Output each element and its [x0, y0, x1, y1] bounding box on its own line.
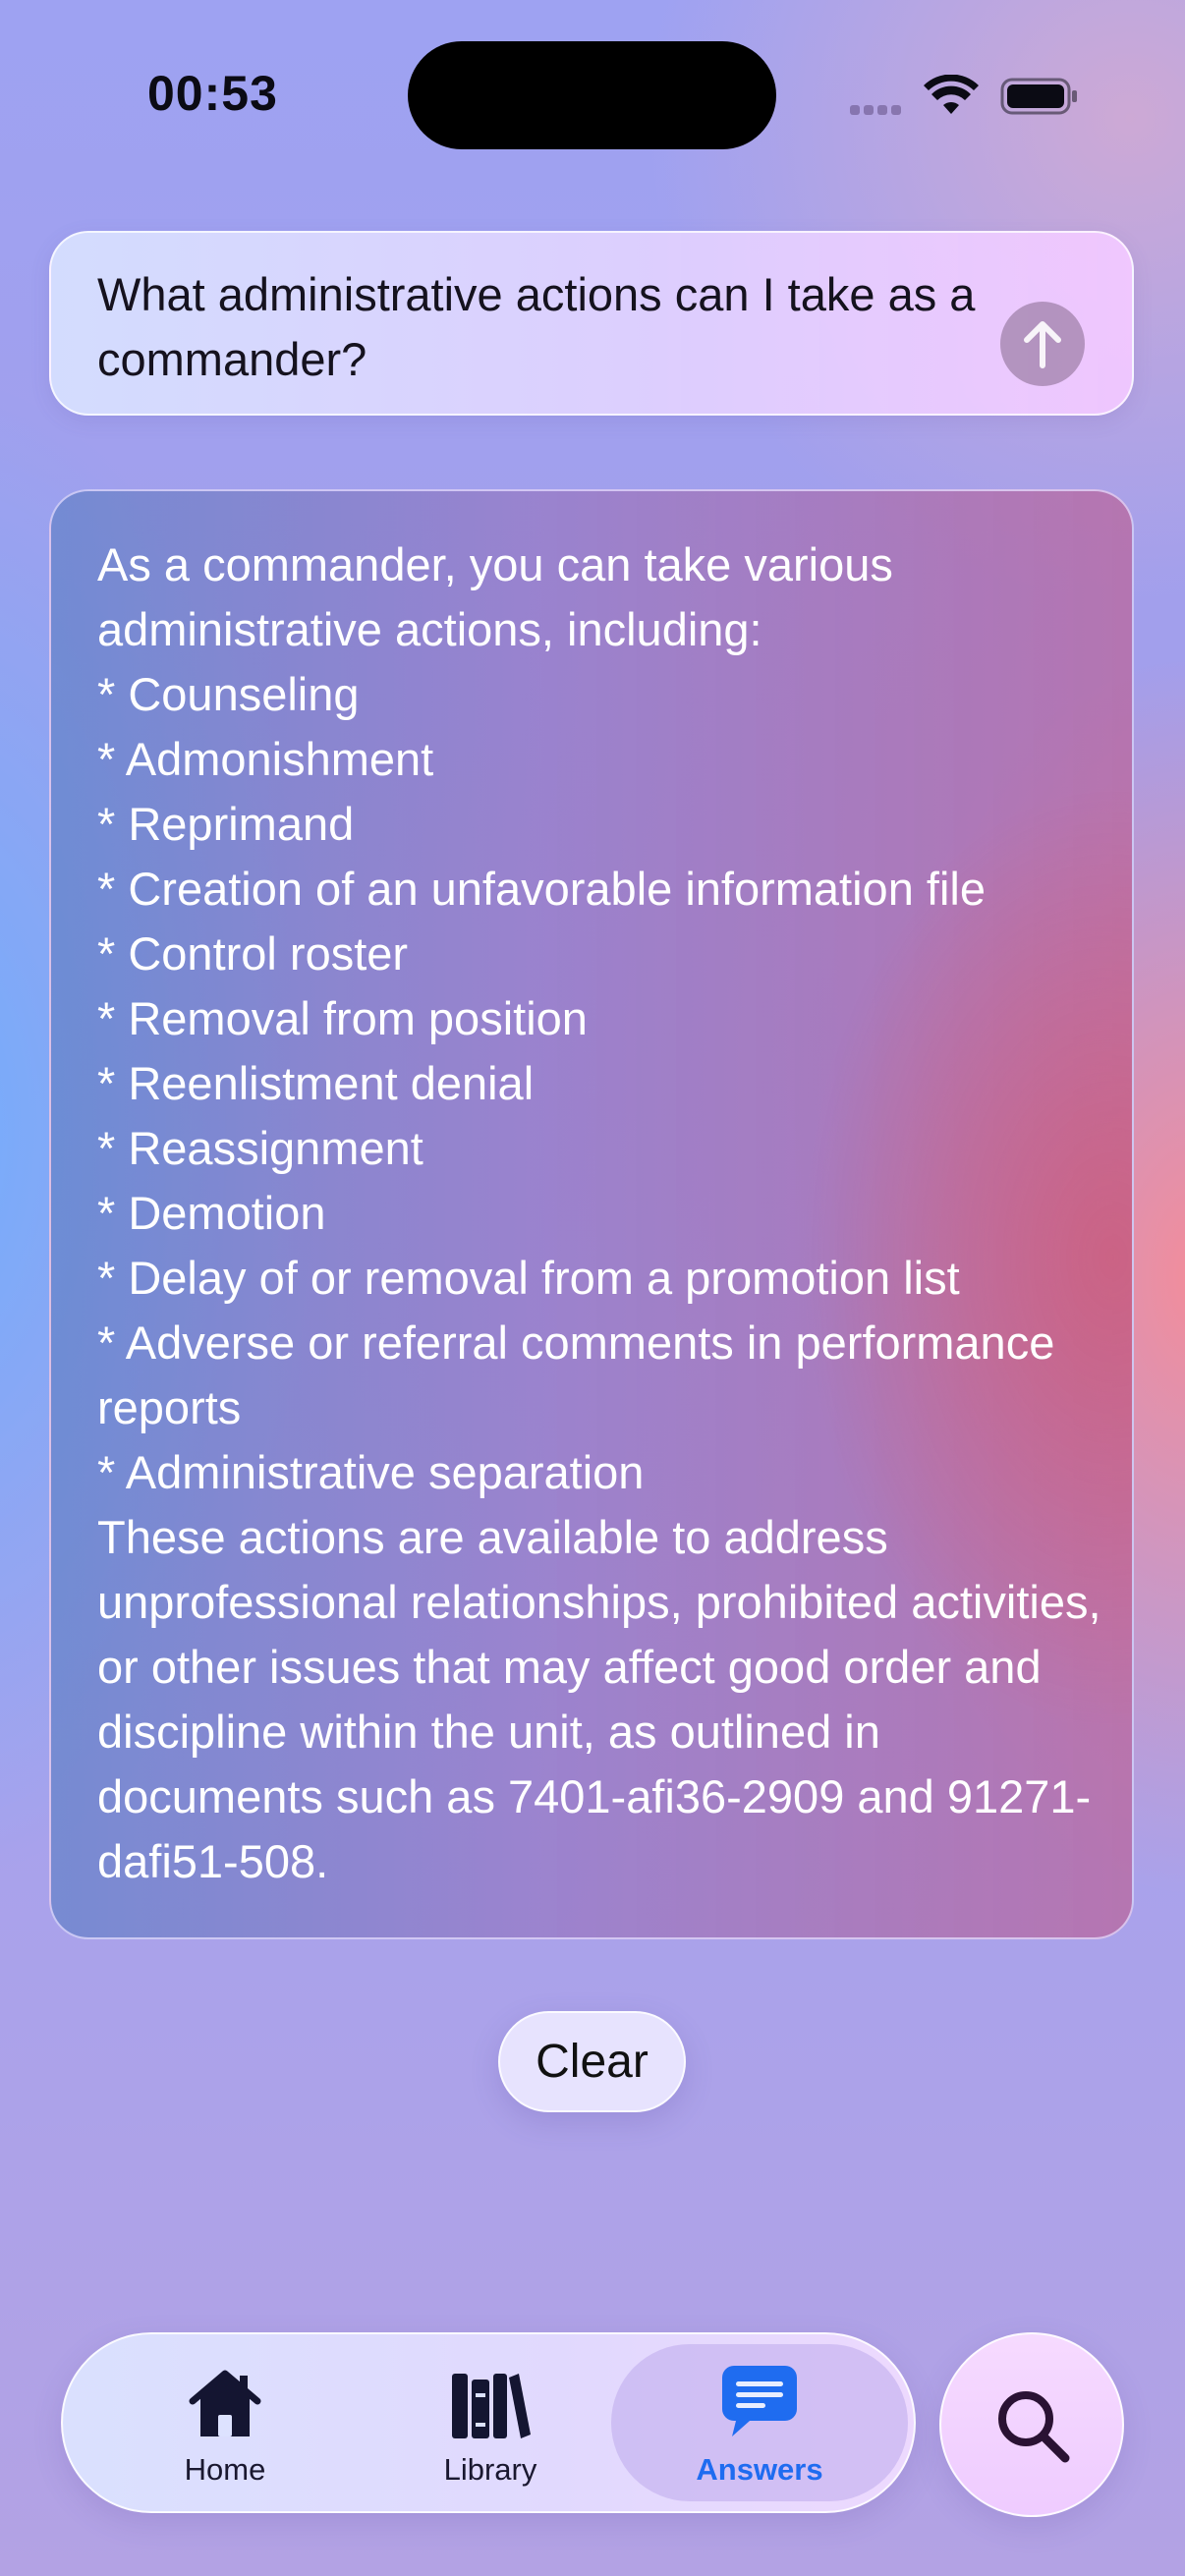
clear-button[interactable]: Clear [498, 2011, 686, 2112]
tab-library[interactable] [387, 2334, 593, 2511]
status-time: 00:53 [147, 66, 278, 121]
answer-box [49, 489, 1134, 1939]
message-bubble-icon [720, 2364, 799, 2438]
dynamic-island [408, 41, 776, 149]
books-icon [448, 2368, 533, 2440]
tab-home-label: Home [184, 2452, 266, 2487]
tab-library-label: Library [443, 2452, 537, 2487]
tab-answers[interactable] [611, 2344, 908, 2501]
query-input-box[interactable] [49, 231, 1134, 416]
query-input[interactable]: What administrative actions can I take as a commander? [97, 268, 976, 385]
tab-bar [61, 2332, 916, 2513]
cellular-signal-icon [850, 102, 905, 120]
status-bar [0, 0, 1185, 196]
search-icon [994, 2387, 1073, 2466]
tab-answers-label: Answers [696, 2452, 823, 2487]
answer-text: As a commander, you can take various administrative actions, including: * Counseling * Admonishment * Reprimand * Creation of an unfavorable information file * Control roster * Removal from position * Reenlistment denial * Reassignment * Demotion * Delay of or removal from a promotion list * Adverse or referral comments in performance reports * Administrative separation These actions are available to address unprofessional relationships, prohibited activities, or other issues that may affect good order and discipline within the unit, as outlined in documents such as 7401-afi36-2909 and 91271-dafi51-508. [97, 538, 1101, 1887]
wifi-icon [924, 75, 979, 118]
tab-home[interactable] [122, 2334, 328, 2511]
battery-icon [1000, 77, 1079, 116]
send-button[interactable] [1000, 302, 1085, 386]
search-button[interactable] [939, 2332, 1124, 2517]
arrow-up-icon [1019, 318, 1066, 369]
house-icon [187, 2368, 263, 2440]
